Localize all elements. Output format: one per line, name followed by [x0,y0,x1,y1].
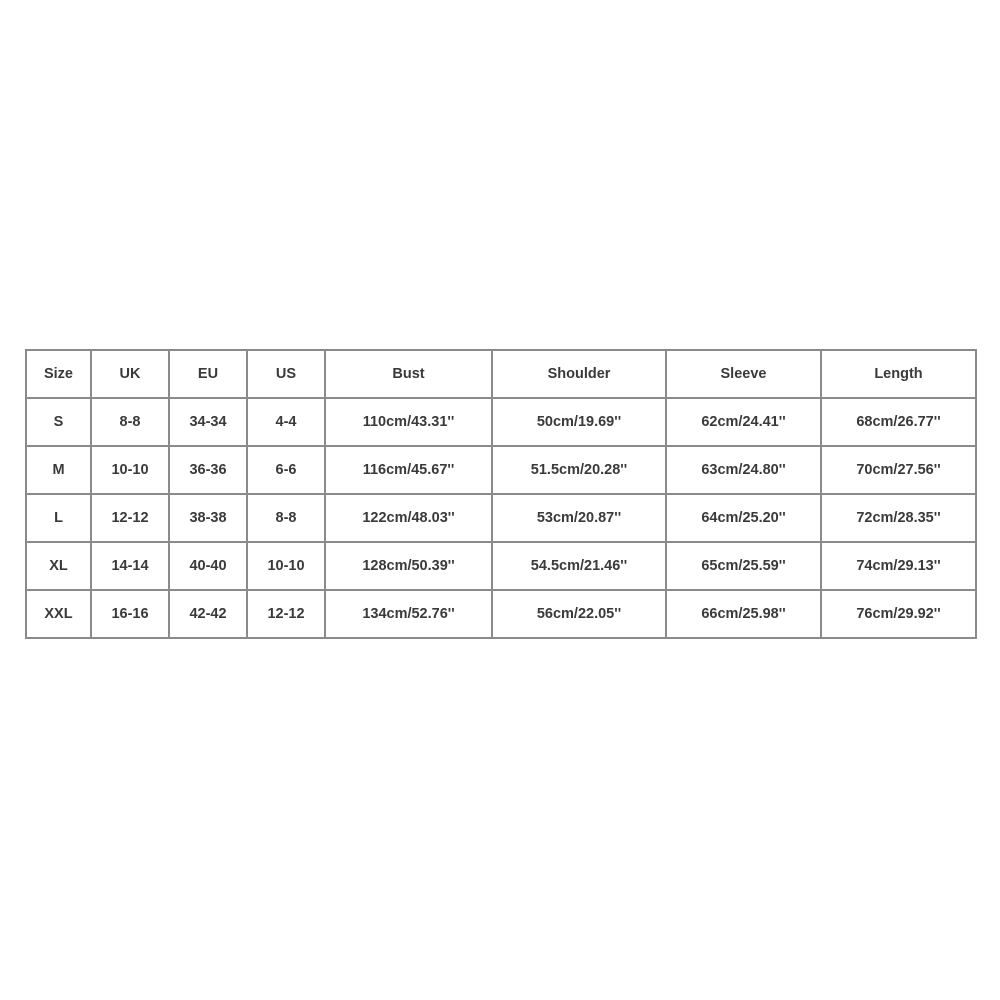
header-bust: Bust [325,350,492,398]
cell-sleeve: 66cm/25.98'' [666,590,821,638]
header-row [26,350,976,398]
table-row [26,542,976,590]
cell-bust: 122cm/48.03'' [325,494,492,542]
size-chart-table [25,349,977,639]
cell-size: S [26,398,91,446]
cell-uk: 14-14 [91,542,169,590]
cell-bust: 116cm/45.67'' [325,446,492,494]
cell-sleeve: 62cm/24.41'' [666,398,821,446]
table-row [26,398,976,446]
cell-length: 76cm/29.92'' [821,590,976,638]
table-row [26,590,976,638]
cell-sleeve: 64cm/25.20'' [666,494,821,542]
cell-eu: 42-42 [169,590,247,638]
cell-length: 72cm/28.35'' [821,494,976,542]
cell-eu: 38-38 [169,494,247,542]
cell-size: XL [26,542,91,590]
cell-length: 74cm/29.13'' [821,542,976,590]
cell-length: 70cm/27.56'' [821,446,976,494]
cell-size: L [26,494,91,542]
cell-shoulder: 50cm/19.69'' [492,398,666,446]
cell-us: 4-4 [247,398,325,446]
table-row [26,446,976,494]
cell-shoulder: 54.5cm/21.46'' [492,542,666,590]
cell-length: 68cm/26.77'' [821,398,976,446]
cell-bust: 128cm/50.39'' [325,542,492,590]
cell-uk: 8-8 [91,398,169,446]
cell-uk: 16-16 [91,590,169,638]
cell-eu: 36-36 [169,446,247,494]
cell-eu: 40-40 [169,542,247,590]
cell-size: M [26,446,91,494]
cell-sleeve: 65cm/25.59'' [666,542,821,590]
header-shoulder: Shoulder [492,350,666,398]
cell-us: 6-6 [247,446,325,494]
cell-us: 8-8 [247,494,325,542]
cell-uk: 12-12 [91,494,169,542]
cell-sleeve: 63cm/24.80'' [666,446,821,494]
header-eu: EU [169,350,247,398]
header-sleeve: Sleeve [666,350,821,398]
header-us: US [247,350,325,398]
header-length: Length [821,350,976,398]
cell-eu: 34-34 [169,398,247,446]
cell-shoulder: 53cm/20.87'' [492,494,666,542]
header-size: Size [26,350,91,398]
cell-us: 10-10 [247,542,325,590]
cell-uk: 10-10 [91,446,169,494]
cell-shoulder: 51.5cm/20.28'' [492,446,666,494]
cell-bust: 110cm/43.31'' [325,398,492,446]
header-uk: UK [91,350,169,398]
cell-size: XXL [26,590,91,638]
cell-shoulder: 56cm/22.05'' [492,590,666,638]
table-row [26,494,976,542]
cell-bust: 134cm/52.76'' [325,590,492,638]
cell-us: 12-12 [247,590,325,638]
